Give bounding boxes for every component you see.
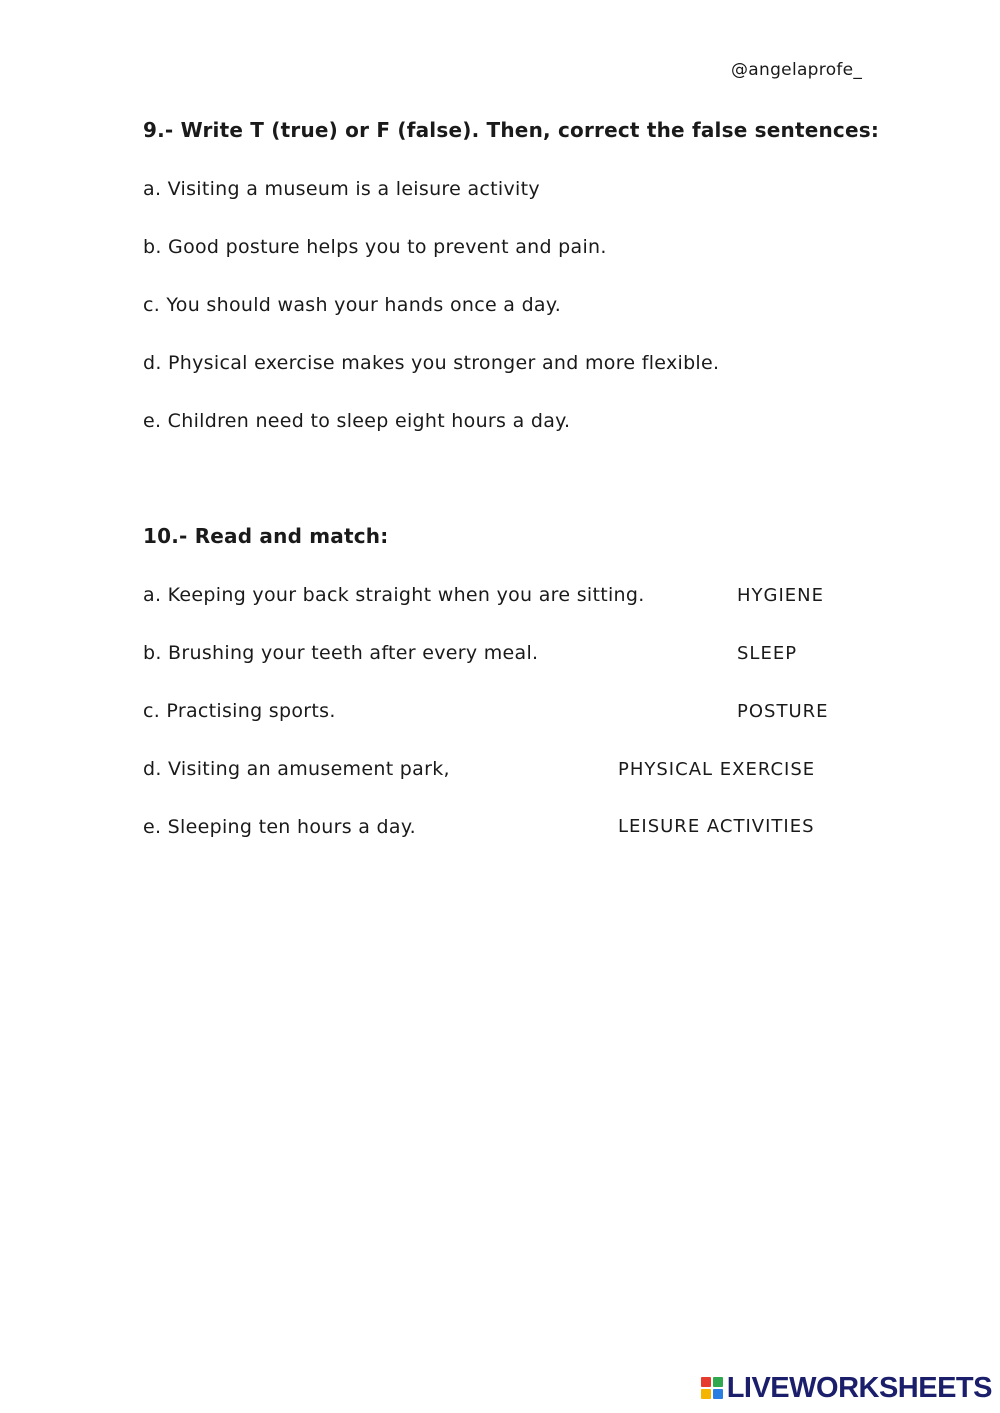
match-term: PHYSICAL EXERCISE: [618, 759, 816, 780]
exercise-10-item: e. Sleeping ten hours a day.: [143, 816, 417, 838]
exercise-9-title: 9.- Write T (true) or F (false). Then, correct the false sentences:: [143, 118, 880, 142]
exercise-10-item: d. Visiting an amusement park,: [143, 758, 450, 780]
liveworksheets-logo-icon: [701, 1377, 723, 1399]
exercise-9-sentence: d. Physical exercise makes you stronger and more flexible.: [143, 352, 720, 374]
liveworksheets-logo[interactable]: [701, 1371, 992, 1405]
author-handle: @angelaprofe_: [731, 60, 863, 80]
exercise-10-title: 10.- Read and match:: [143, 524, 389, 548]
exercise-9-sentence: b. Good posture helps you to prevent and pain.: [143, 236, 607, 258]
logo-text: LIVEWORKSHEETS: [726, 1371, 992, 1404]
match-term: POSTURE: [737, 701, 829, 722]
exercise-9-sentence: a. Visiting a museum is a leisure activity: [143, 178, 540, 200]
exercise-9-sentence: e. Children need to sleep eight hours a day.: [143, 410, 571, 432]
match-term: HYGIENE: [737, 585, 824, 606]
exercise-10-item: b. Brushing your teeth after every meal.: [143, 642, 539, 664]
match-term: SLEEP: [737, 643, 798, 664]
logo-square-blue: [713, 1389, 723, 1399]
exercise-10-item: a. Keeping your back straight when you are sitting.: [143, 584, 645, 606]
logo-square-yellow: [701, 1389, 711, 1399]
logo-square-green: [713, 1377, 723, 1387]
exercise-10-item: c. Practising sports.: [143, 700, 336, 722]
match-term: LEISURE ACTIVITIES: [618, 816, 815, 837]
exercise-9-sentence: c. You should wash your hands once a day.: [143, 294, 562, 316]
logo-square-red: [701, 1377, 711, 1387]
